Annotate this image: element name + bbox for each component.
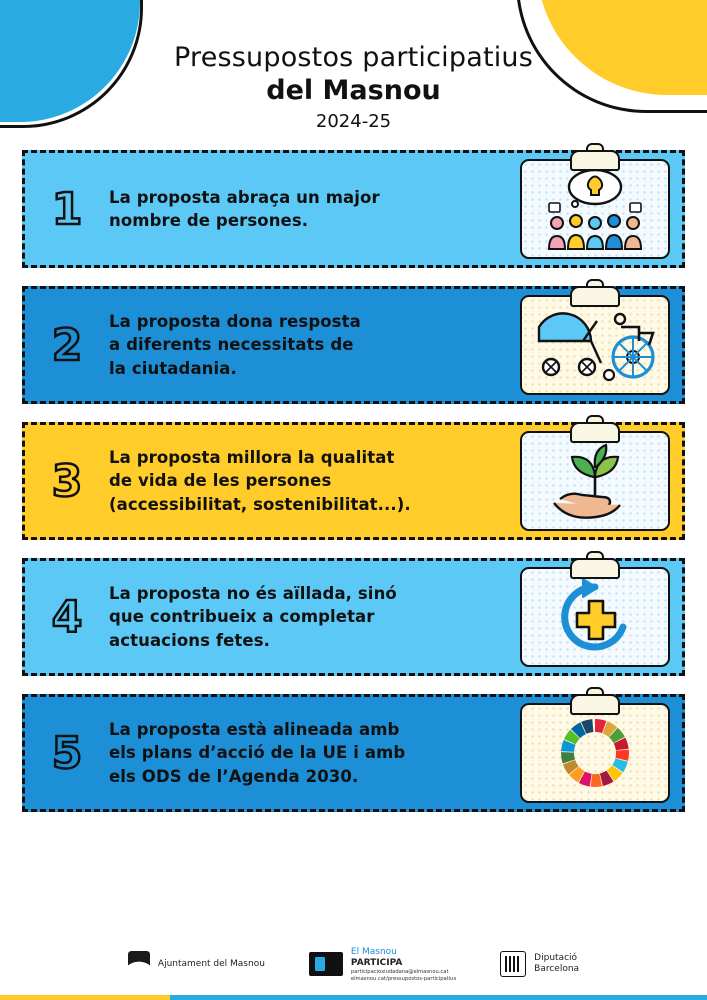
criterion-illustration (520, 159, 670, 259)
criterion-line: La proposta millora la qualitat (109, 447, 395, 467)
list-item (22, 694, 685, 812)
page-title-line2: del Masnou (266, 75, 441, 106)
diputacio-line1: Diputació (534, 953, 578, 963)
people-idea-bulb-icon (520, 159, 670, 259)
criterion-number: 2 (51, 319, 83, 371)
criterion-line: a diferents necessitats de (109, 335, 354, 355)
criterion-number: 1 (51, 183, 83, 235)
list-item (22, 422, 685, 540)
criterion-number: 3 (51, 455, 83, 507)
criterion-line: La proposta dona resposta (109, 311, 361, 331)
stroller-wheelchair-icon (520, 295, 670, 395)
clipboard-clip-icon (570, 558, 620, 579)
clipboard-clip-icon (570, 150, 620, 171)
diputacio-barcelona-icon (500, 951, 526, 977)
participa-line1: El Masnou (350, 946, 397, 957)
criterion-line: els plans d’acció de la UE i amb (109, 743, 406, 763)
clipboard-clip-icon (570, 422, 620, 443)
criterion-line: La proposta està alineada amb (109, 719, 400, 739)
cycle-plus-icon (520, 567, 670, 667)
criterion-line: La proposta abraça un major (109, 187, 380, 207)
list-item (22, 286, 685, 404)
sdg-wheel-icon (520, 703, 670, 803)
ajuntament-crest-icon (128, 951, 150, 977)
criterion-line: (accessibilitat, sostenibilitat...). (109, 494, 411, 514)
diputacio-line2: Barcelona (534, 964, 580, 975)
criterion-illustration (520, 703, 670, 803)
criterion-illustration (520, 295, 670, 395)
logo-diputacio (500, 951, 579, 977)
bottom-bar-yellow (0, 995, 170, 1000)
hand-plant-icon (520, 431, 670, 531)
logo-ajuntament (128, 951, 265, 977)
logo-participa (309, 947, 456, 983)
criterion-line: que contribueix a completar (109, 607, 375, 627)
clipboard-clip-icon (570, 694, 620, 715)
criterion-illustration (520, 431, 670, 531)
criterion-line: La proposta no és aïllada, sinó (109, 583, 397, 603)
ajuntament-label: Ajuntament del Masnou (157, 958, 265, 969)
criterion-line: de vida de les persones (109, 471, 332, 491)
footer-logos (0, 947, 707, 983)
poster-header (0, 0, 707, 132)
criteria-list (0, 150, 707, 812)
criterion-text (109, 186, 520, 233)
criterion-line: actuacions fetes. (109, 630, 271, 650)
list-item (22, 150, 685, 268)
participa-email: participacioxiudadana@elmasnou.cat (350, 969, 449, 975)
criterion-line: nombre de persones. (109, 211, 309, 230)
criterion-text (109, 718, 520, 788)
criterion-line: la ciutadania. (109, 358, 237, 378)
clipboard-clip-icon (570, 286, 620, 307)
criterion-line: els ODS de l’Agenda 2030. (109, 766, 359, 786)
participa-line2: PARTICIPA (350, 957, 403, 968)
criterion-text (109, 310, 520, 380)
page-title-year: 2024-25 (315, 111, 392, 132)
criterion-illustration (520, 567, 670, 667)
criterion-number: 5 (51, 727, 83, 779)
criterion-text (109, 446, 520, 516)
participa-url: elmasnou.cat/pressupostos-participatius (350, 975, 457, 982)
el-masnou-participa-icon (309, 952, 343, 976)
criterion-text (109, 582, 520, 652)
page-title-line1: Pressupostos participatius (173, 42, 534, 73)
list-item (22, 558, 685, 676)
criterion-number: 4 (51, 591, 83, 643)
